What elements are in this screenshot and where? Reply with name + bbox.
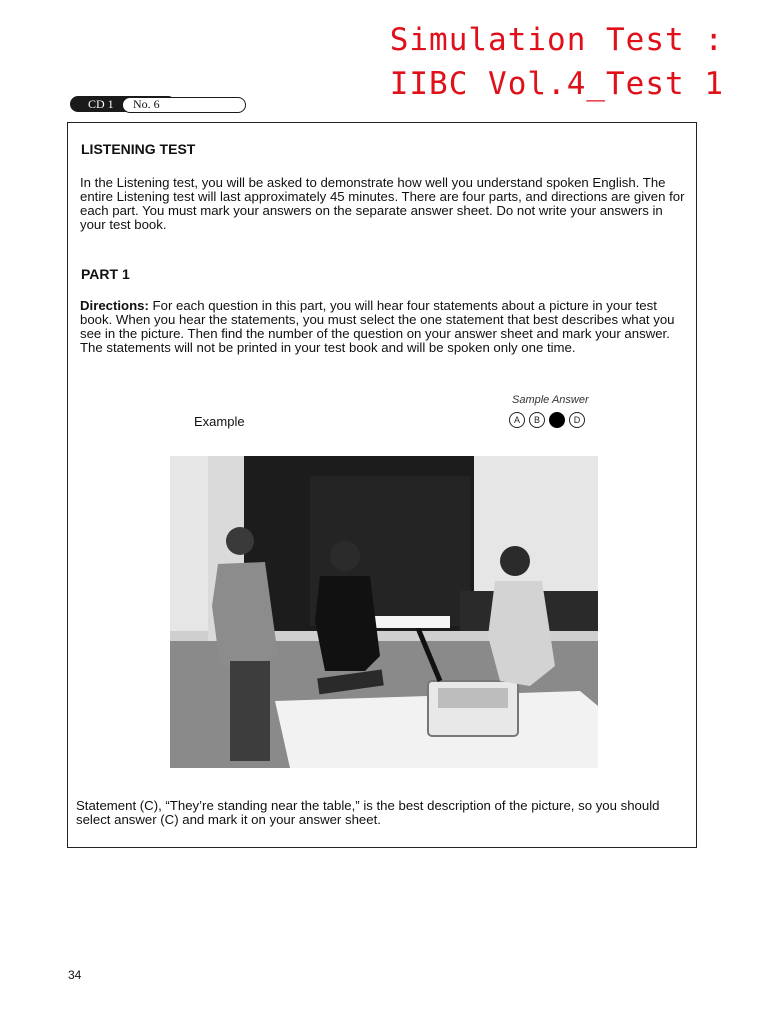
woman2-head — [500, 546, 530, 576]
answer-bubble-b: B — [529, 412, 545, 428]
man-trousers — [230, 661, 270, 761]
sample-answer-label: Sample Answer — [512, 394, 589, 406]
answer-bubble-a: A — [509, 412, 525, 428]
page-number: 34 — [68, 968, 82, 982]
part1-heading: PART 1 — [81, 266, 130, 282]
woman1-head — [330, 541, 360, 571]
cd-label: CD 1 — [88, 97, 114, 111]
track-number: No. 6 — [133, 97, 160, 111]
simulation-title-line2: IIBC Vol.4_Test 1 — [389, 66, 724, 102]
woman1-outfit — [315, 576, 380, 671]
simulation-title — [390, 18, 724, 106]
answer-bubble-d: D — [569, 412, 585, 428]
sample-answer-bubbles — [509, 412, 585, 428]
projector-glass — [438, 688, 508, 708]
man-head — [226, 527, 254, 555]
part1-directions — [80, 299, 686, 355]
answer-bubble-c-filled: C — [549, 412, 565, 428]
classroom-photo — [170, 456, 598, 768]
cd-track-tag — [70, 96, 180, 112]
statement-explanation: Statement (C), “They’re standing near the table,” is the best description of the picture, so you should select answer (C) and mark it on your answer sheet. — [76, 798, 660, 827]
simulation-title-line1: Simulation Test : — [389, 22, 724, 58]
example-label: Example — [194, 414, 245, 429]
directions-label: Directions: — [80, 298, 149, 313]
listening-intro-paragraph: In the Listening test, you will be asked to demonstrate how well you understand spoken English. The entire Listening test will last approximately 45 minutes. There are four parts, and directions are given for each part. You must mark your answers on the separate answer sheet. Do not write your answers in your test book. — [80, 175, 685, 232]
directions-text: For each question in this part, you will hear four statements about a picture in your test book. When you hear the statements, you must select the one statement that best describes what you see in the picture. Then find the number of the question on your answer sheet and mark your answer. The statements will not be printed in your test book and will be spoken only one time. — [80, 298, 675, 355]
listening-test-heading: LISTENING TEST — [81, 141, 196, 157]
